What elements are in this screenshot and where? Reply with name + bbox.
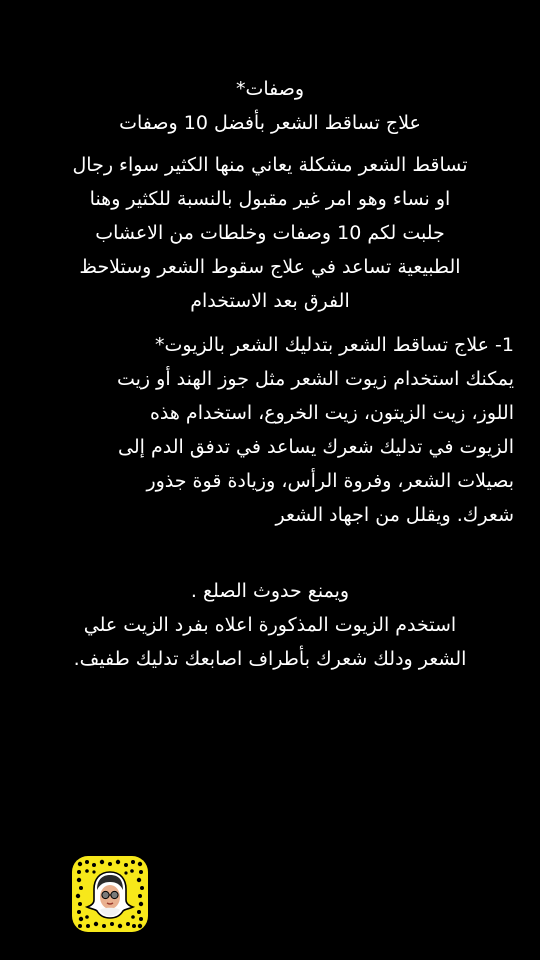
section-2-line: استخدم الزيوت المذكورة اعلاه بفرد الزيت علي <box>83 614 457 636</box>
intro-line: جلبت لكم 10 وصفات وخلطات من الاعشاب <box>95 222 445 244</box>
section-1 <box>26 328 514 532</box>
intro-line: تساقط الشعر مشكلة يعاني منها الكثير سواء رجال <box>72 154 468 176</box>
snapcode-graphic <box>72 856 148 932</box>
section-1-line: بصيلات الشعر، وفروة الرأس، وزيادة قوة جذور <box>146 470 514 492</box>
section-2-line: الشعر ودلك شعرك بأطراف اصابعك تدليك طفيف. <box>73 648 467 670</box>
section-1-heading: 1- علاج تساقط الشعر بتدليك الشعر بالزيوت* <box>155 334 514 356</box>
title-line-1: وصفات* <box>235 78 305 100</box>
article <box>26 72 514 676</box>
section-2-line: ويمنع حدوث الصلع . <box>190 580 350 602</box>
title-block <box>26 72 514 140</box>
section-1-line: شعرك. ويقلل من اجهاد الشعر <box>275 504 514 526</box>
intro-line: او نساء وهو امر غير مقبول بالنسبة للكثير وهنا <box>89 188 451 210</box>
title-line-2: علاج تساقط الشعر بأفضل 10 وصفات <box>119 112 421 134</box>
intro-paragraph <box>26 148 514 318</box>
section-2 <box>26 574 514 676</box>
section-1-line: الزيوت في تدليك شعرك يساعد في تدفق الدم إلى <box>118 436 514 458</box>
intro-line: الفرق بعد الاستخدام <box>190 290 350 312</box>
intro-line: الطبيعية تساعد في علاج سقوط الشعر وستلاحظ <box>79 256 461 278</box>
section-1-line: اللوز، زيت الزيتون، زيت الخروع، استخدام هذه <box>149 402 514 424</box>
section-1-line: يمكنك استخدام زيوت الشعر مثل جوز الهند أو زيت <box>116 368 514 390</box>
snapcode-avatar-icon[interactable] <box>72 856 148 932</box>
